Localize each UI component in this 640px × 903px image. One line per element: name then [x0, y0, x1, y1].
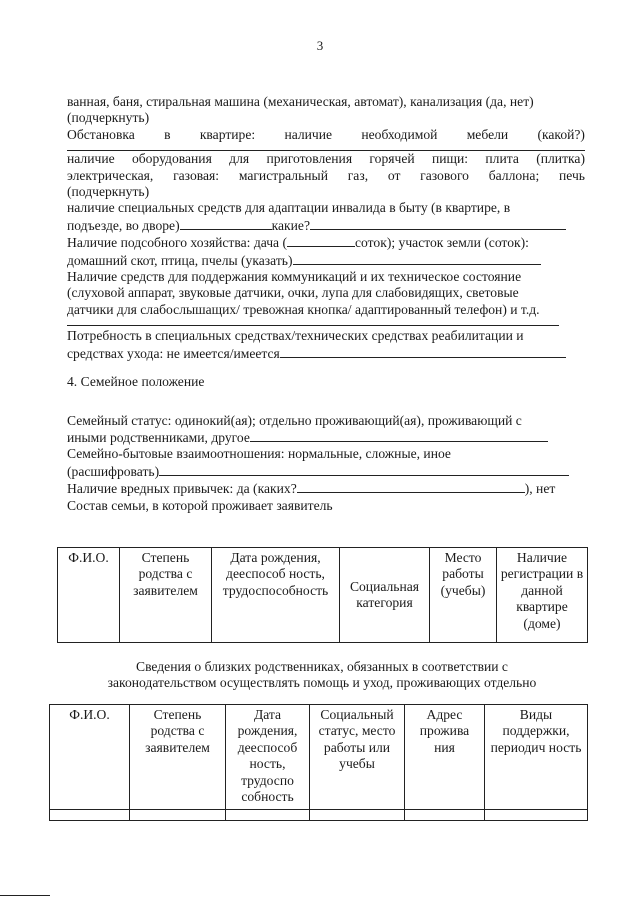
need-line-1: Потребность в специальных средствах/технических средствах реабилитации и [67, 328, 524, 344]
table-row [50, 810, 588, 821]
table-header-cell: Адрес прожива ния [405, 705, 485, 810]
tech-line-1: Наличие средств для поддержания коммуникаций и их техническое состояние [67, 269, 522, 285]
table-header-cell: Социальный статус, место работы или учебы [310, 705, 405, 810]
table-cell[interactable] [50, 810, 130, 821]
living-line-1: ванная, баня, стиральная машина (механическая, автомат), канализация (да, нет) [67, 94, 534, 109]
section-title-family: 4. Семейное положение [67, 374, 205, 390]
need-blank[interactable] [280, 345, 566, 358]
tech-line-3: датчики для слабослышащих/ тревожная кнопка/ адаптированный телефон) и т.д. [67, 301, 540, 317]
relatives-table [49, 704, 588, 821]
adaptation-which-blank[interactable] [310, 217, 566, 230]
footnote-divider [0, 895, 50, 896]
family-table [57, 547, 588, 643]
farm-line-1: Наличие подсобного хозяйства: дача ( соток); участок земли (соток): [67, 235, 529, 251]
habits-line: Наличие вредных привычек: да (каких? ), нет [67, 481, 556, 497]
form-body [67, 94, 585, 514]
relations-line-1: Семейно-бытовые взаимоотношения: нормальные, сложные, иное [67, 446, 451, 462]
table-cell[interactable] [310, 810, 405, 821]
tech-line-2: (слуховой аппарат, звуковые датчики, очки, лупа для слабовидящих, световые [67, 285, 519, 301]
table-cell[interactable] [226, 810, 310, 821]
dacha-blank[interactable] [287, 234, 355, 247]
adaptation-line-2: подъезде, во дворе) какие? [67, 217, 585, 234]
farm-line-2: домашний скот, птица, пчелы (указать) [67, 252, 585, 269]
living-line-2: (подчеркнуть) [67, 110, 150, 126]
status-line-2: иными родственниками, другое [67, 429, 585, 446]
relatives-heading: Сведения о близких родственниках, обязанных в соответствии с законодательством осуществлять помощь и уход, проживающих отдельно [107, 659, 537, 691]
table-header-cell: Ф.И.О. [50, 705, 130, 810]
table-cell[interactable] [485, 810, 588, 821]
table-header-cell: Дата рождения, дееспособ ность, трудоспособность [212, 548, 340, 643]
relations-blank[interactable] [159, 463, 569, 476]
status-other-blank[interactable] [250, 429, 548, 442]
table-header-cell: Ф.И.О. [58, 548, 120, 643]
adaptation-line-1: наличие специальных средств для адаптации инвалида в быту (в квартире, в [67, 200, 511, 216]
adaptation-where-blank[interactable] [180, 217, 272, 230]
table-header-cell: Виды поддержки, периодич ность [485, 705, 588, 810]
equipment-line-3: (подчеркнуть) [67, 184, 150, 200]
farm-blank[interactable] [293, 252, 541, 265]
equipment-line-2: электрическая, газовая: магистральный газ, от газового баллона; печь [67, 167, 585, 183]
habits-blank[interactable] [297, 480, 525, 493]
equipment-line-1: наличие оборудования для приготовления горячей пищи: плита (плитка) [67, 151, 585, 167]
need-line-2: средствах ухода: не имеется/имеется [67, 345, 585, 362]
composition-line: Состав семьи, в которой проживает заявитель [67, 497, 333, 513]
table-header-cell: Место работы (учебы) [430, 548, 497, 643]
table-header-cell: Степень родства с заявителем [120, 548, 212, 643]
status-line-1: Семейный статус: одинокий(ая); отдельно проживающий(ая), проживающий с [67, 412, 522, 428]
relations-line-2: (расшифровать) [67, 463, 585, 480]
page-number: 3 [316, 38, 324, 53]
table-cell[interactable] [130, 810, 226, 821]
tech-blank[interactable] [67, 324, 559, 326]
furniture-line: Обстановка в квартире: наличие необходимой мебели (какой?) [67, 126, 585, 142]
table-header-cell: Социальная категория [340, 548, 430, 643]
table-header-cell: Дата рождения, дееспособ ность, трудоспо собность [226, 705, 310, 810]
table-header-cell: Степень родства с заявителем [130, 705, 226, 810]
table-header-cell: Наличие регистрации в данной квартире (доме) [497, 548, 588, 643]
table-cell[interactable] [405, 810, 485, 821]
